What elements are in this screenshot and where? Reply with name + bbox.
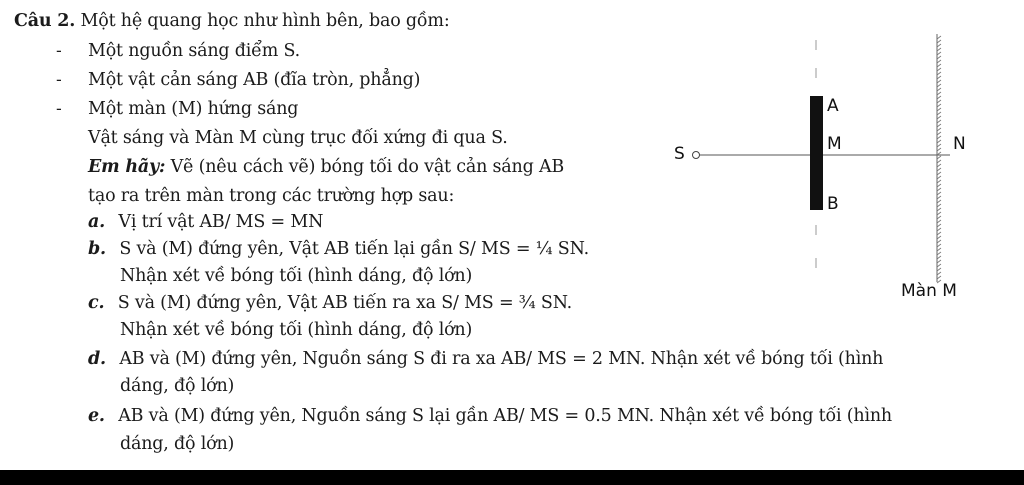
hatch-mark [937, 112, 941, 115]
hatch-mark [937, 172, 941, 175]
hatch-mark [937, 260, 941, 263]
hatch-mark [937, 236, 941, 239]
hatch-mark [937, 212, 941, 215]
statement: Vật sáng và Màn M cùng trục đối xứng đi qua S. [88, 128, 508, 148]
part-e-line2: dáng, độ lớn) [120, 434, 235, 454]
hatch-mark [937, 100, 941, 103]
light-source-icon [693, 152, 700, 159]
bullet-mark: - [56, 70, 62, 90]
question-intro: Một hệ quang học như hình bên, bao gồm: [80, 11, 450, 31]
label-b: B [827, 194, 839, 214]
hatch-mark [937, 92, 941, 95]
hatch-mark [937, 156, 941, 159]
task-label: Em hãy: [88, 157, 166, 177]
hatch-mark [937, 60, 941, 63]
hatch-mark [937, 244, 941, 247]
part-b-label: b. [88, 239, 106, 259]
label-a: A [827, 96, 839, 116]
hatch-mark [937, 44, 941, 47]
part-a-label: a. [88, 212, 106, 232]
part-d-text: AB và (M) đứng yên, Nguồn sáng S đi ra xa AB/ MS = 2 MN. Nhận xét về bóng tối (hình [119, 349, 884, 369]
part-a-text: Vị trí vật AB/ MS = MN [118, 212, 324, 232]
screen-hatch [937, 36, 941, 283]
hatch-mark [937, 140, 941, 143]
bullet-screen: Một màn (M) hứng sáng [88, 99, 299, 119]
task-line-2: tạo ra trên màn trong các trường hợp sau: [88, 186, 455, 206]
part-c [88, 292, 572, 314]
part-e-text: AB và (M) đứng yên, Nguồn sáng S lại gần AB/ MS = 0.5 MN. Nhận xét về bóng tối (hình [118, 406, 892, 426]
hatch-mark [937, 48, 941, 51]
hatch-mark [937, 128, 941, 131]
hatch-mark [937, 216, 941, 219]
part-c-label: c. [88, 293, 105, 313]
hatch-mark [937, 164, 941, 167]
hatch-mark [937, 80, 941, 83]
hatch-mark [937, 188, 941, 191]
hatch-mark [937, 108, 941, 111]
hatch-mark [937, 36, 941, 39]
bullet-obstacle: Một vật cản sáng AB (đĩa tròn, phẳng) [88, 70, 421, 90]
optics-diagram-svg [660, 20, 1024, 320]
label-s: S [674, 144, 685, 164]
hatch-mark [937, 84, 941, 87]
hatch-mark [937, 136, 941, 139]
bullet-mark: - [56, 99, 62, 119]
part-a [88, 211, 323, 233]
part-c-line2: Nhận xét về bóng tối (hình dáng, độ lớn) [120, 320, 473, 340]
hatch-mark [937, 72, 941, 75]
hatch-mark [937, 180, 941, 183]
hatch-mark [937, 104, 941, 107]
hatch-mark [937, 184, 941, 187]
hatch-mark [937, 224, 941, 227]
hatch-mark [937, 232, 941, 235]
hatch-mark [937, 40, 941, 43]
part-c-text: S và (M) đứng yên, Vật AB tiến ra xa S/ MS = ¾ SN. [117, 293, 573, 313]
part-e-label: e. [88, 406, 105, 426]
hatch-mark [937, 132, 941, 135]
task-text: Vẽ (nêu cách vẽ) bóng tối do vật cản sáng AB [165, 157, 565, 177]
question-header [14, 10, 450, 32]
hatch-mark [937, 204, 941, 207]
hatch-mark [937, 144, 941, 147]
hatch-mark [937, 124, 941, 127]
task-line-1 [88, 156, 564, 178]
label-m: M [827, 134, 842, 154]
screen-label: Màn M [901, 281, 957, 301]
hatch-mark [937, 196, 941, 199]
part-b [88, 238, 589, 260]
hatch-mark [937, 228, 941, 231]
hatch-mark [937, 160, 941, 163]
part-e [88, 405, 892, 427]
hatch-mark [937, 208, 941, 211]
part-d [88, 348, 883, 370]
hatch-mark [937, 68, 941, 71]
hatch-mark [937, 76, 941, 79]
hatch-mark [937, 176, 941, 179]
part-d-line2: dáng, độ lớn) [120, 376, 235, 396]
hatch-mark [937, 268, 941, 271]
question-label: Câu 2. [14, 11, 76, 31]
hatch-mark [937, 88, 941, 91]
hatch-mark [937, 56, 941, 59]
hatch-mark [937, 64, 941, 67]
hatch-mark [937, 52, 941, 55]
hatch-mark [937, 200, 941, 203]
hatch-mark [937, 148, 941, 151]
hatch-mark [937, 256, 941, 259]
bullet-mark: - [56, 41, 62, 61]
hatch-mark [937, 248, 941, 251]
hatch-mark [937, 252, 941, 255]
hatch-mark [937, 264, 941, 267]
hatch-mark [937, 96, 941, 99]
hatch-mark [937, 168, 941, 171]
bottom-black-bar [0, 470, 1024, 485]
label-n: N [953, 134, 966, 154]
hatch-mark [937, 272, 941, 275]
hatch-mark [937, 120, 941, 123]
part-b-line2: Nhận xét về bóng tối (hình dáng, độ lớn) [120, 266, 473, 286]
bullet-light-source: Một nguồn sáng điểm S. [88, 41, 301, 61]
hatch-mark [937, 276, 941, 279]
hatch-mark [937, 116, 941, 119]
hatch-mark [937, 240, 941, 243]
hatch-mark [937, 192, 941, 195]
part-b-text: S và (M) đứng yên, Vật AB tiến lại gần S/ MS = ¼ SN. [119, 239, 589, 259]
hatch-mark [937, 220, 941, 223]
part-d-label: d. [88, 349, 106, 369]
optics-diagram [660, 20, 1024, 320]
object-ab [810, 96, 823, 210]
